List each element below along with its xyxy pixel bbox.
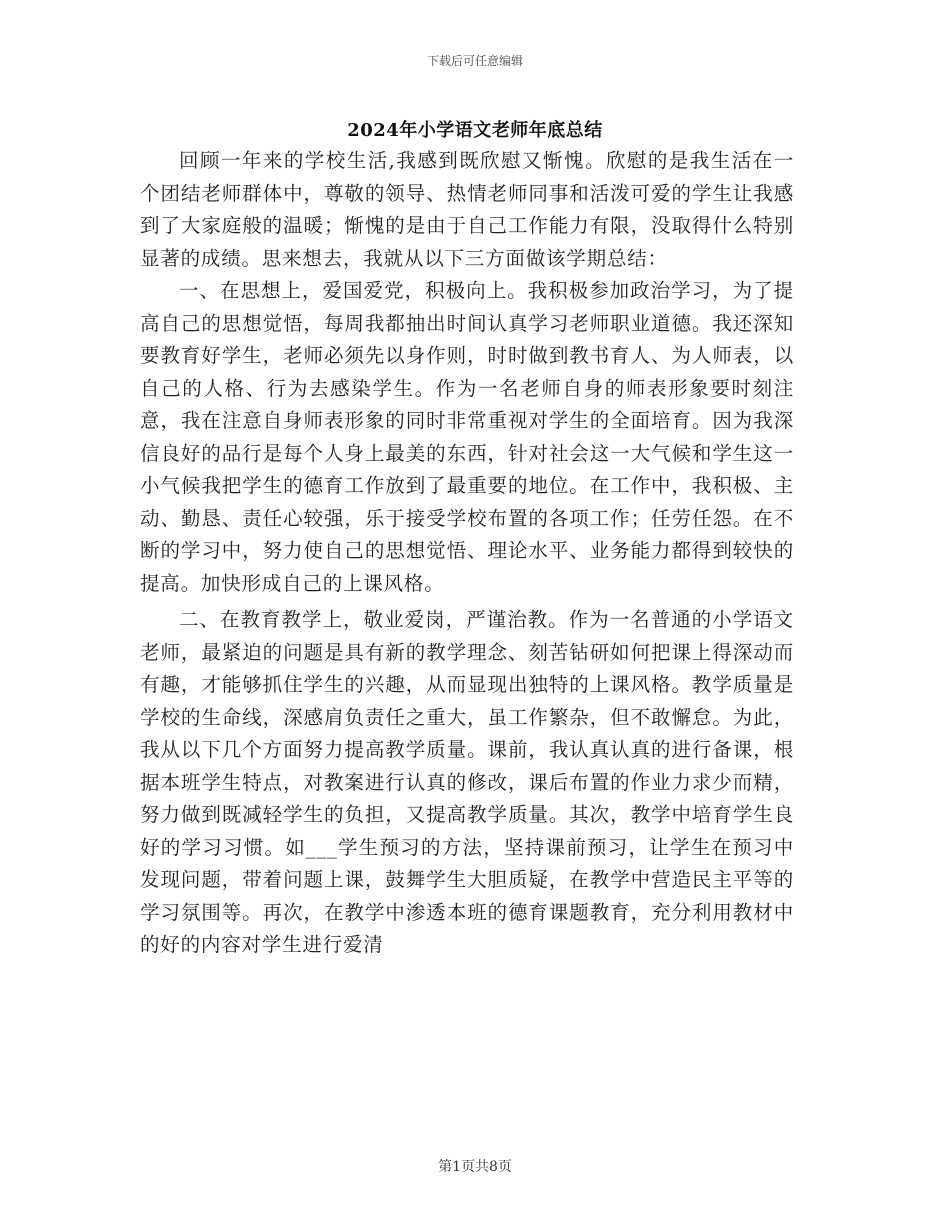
document-title: 2024年小学语文老师年底总结 — [347, 120, 603, 141]
page-header-note: 下载后可任意编辑 — [426, 54, 523, 68]
paragraph-ideology: 一、在思想上，爱国爱党，积极向上。我积极参加政治学习，为了提高自己的思想觉悟，每周我都抽出时间认真学习老师职业道德。我还深知要教育好学生，老师必须先以身作则，时时做到教书育人、为人师表，以自己的人格、行为去感染学生。作为一名老师自身的师表形象要时刻注意，我在注意自身师表形象的同时非常重视对学生的全面培育。因为我深信良好的品行是每个人身上最美的东西，针对社会这一大气候和学生这一小气候我把学生的德育工作放到了最重要的地位。在工作中，我积极、主动、勤恳、责任心较强，乐于接受学校布置的各项工作；任劳任怨。在不断的学习中，努力使自己的思想觉悟、理论水平、业务能力都得到较快的提高。加快形成自己的上课风格。 — [140, 279, 794, 595]
document-body — [140, 145, 794, 962]
paragraph-intro: 回顾一年来的学校生活,我感到既欣慰又惭愧。欣慰的是我生活在一个团结老师群体中，尊敬的领导、热情老师同事和活泼可爱的学生让我感到了大家庭般的温暖；惭愧的是由于自己工作能力有限，没取得什么特别显著的成绩。思来想去，我就从以下三方面做该学期总结： — [140, 149, 794, 270]
page-number: 第1页共8页 — [438, 1159, 512, 1175]
paragraph-teaching: 二、在教育教学上，敬业爱岗，严谨治教。作为一名普通的小学语文老师，最紧迫的问题是具有新的教学理念、刻苦钻研如何把课上得深动而有趣，才能够抓住学生的兴趣，从而显现出独特的上课风格。教学质量是学校的生命线，深感肩负责任之重大，虽工作繁杂，但不敢懈怠。为此，我从以下几个方面努力提高教学质量。课前，我认真认真的进行备课，根据本班学生特点，对教案进行认真的修改，课后布置的作业力求少而精，努力做到既减轻学生的负担，又提高教学质量。其次，教学中培育学生良好的学习习惯。如___学生预习的方法，坚持课前预习，让学生在预习中发现问题，带着问题上课，鼓舞学生大胆质疑，在教学中营造民主平等的学习氛围等。再次，在教学中渗透本班的德育课题教育，充分利用教材中的好的内容对学生进行爱清 — [140, 608, 794, 956]
